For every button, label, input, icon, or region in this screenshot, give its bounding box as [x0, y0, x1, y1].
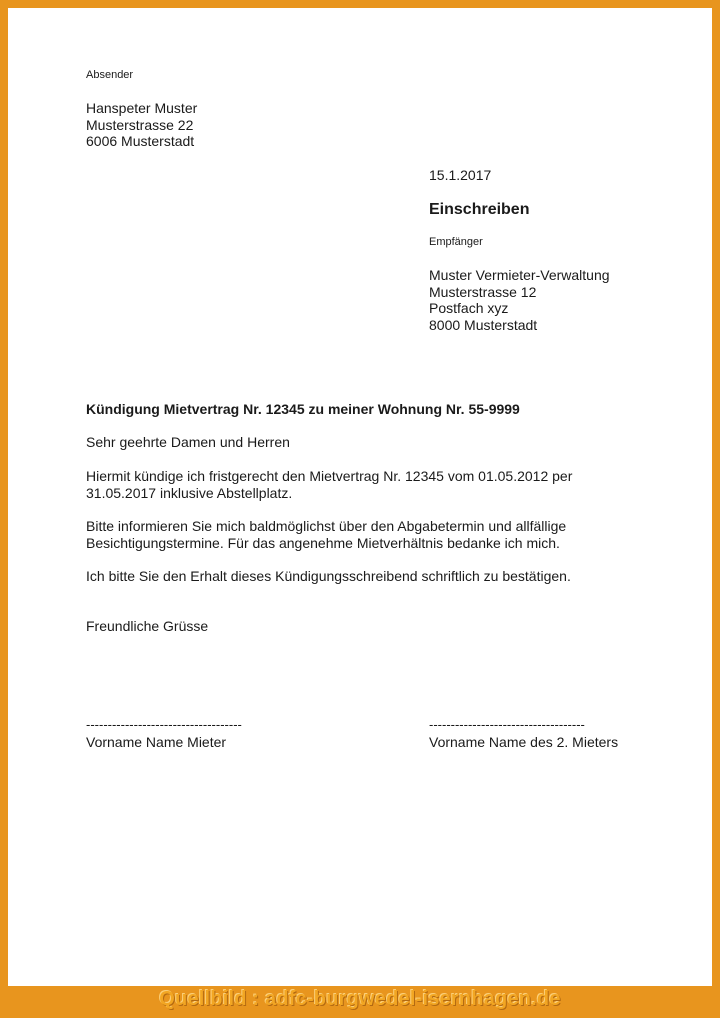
delivery-type: Einschreiben [429, 201, 530, 218]
signature-line-tenant1: ------------------------------------ [86, 717, 242, 732]
signature-line-tenant2: ------------------------------------ [429, 717, 585, 732]
letter-date: 15.1.2017 [429, 167, 492, 183]
recipient-address [429, 267, 610, 333]
letter-page [8, 8, 712, 986]
paragraph-line: Besichtigungstermine. Für das angenehme Mietverhältnis bedanke ich mich. [86, 534, 560, 551]
source-watermark: Quellbild : adfc-burgwedel-isernhagen.de [159, 988, 561, 1010]
subject-line: Kündigung Mietvertrag Nr. 12345 zu meiner Wohnung Nr. 55-9999 [86, 401, 520, 417]
closing: Freundliche Grüsse [86, 618, 209, 634]
recipient-line: Muster Vermieter-Verwaltung [429, 267, 610, 283]
sender-name: Hanspeter Muster [86, 100, 198, 116]
sender-label: Absender [86, 69, 134, 81]
paragraph-line: 31.05.2017 inklusive Abstellplatz. [86, 484, 293, 501]
sender-city: 6006 Musterstadt [86, 133, 195, 149]
sender-address [86, 100, 197, 150]
sender-street: Musterstrasse 22 [86, 116, 194, 133]
paragraph-2 [86, 518, 566, 551]
salutation: Sehr geehrte Damen und Herren [86, 434, 290, 450]
recipient-label: Empfänger [429, 236, 483, 248]
paragraph-3 [86, 568, 571, 585]
recipient-line: Postfach xyz [429, 300, 509, 316]
recipient-line: Musterstrasse 12 [429, 283, 537, 300]
paragraph-1 [86, 468, 572, 501]
paragraph-line: Hiermit kündige ich fristgerecht den Mietvertrag Nr. 12345 vom 01.05.2012 per [86, 468, 573, 484]
signature-name-tenant2: Vorname Name des 2. Mieters [429, 734, 619, 750]
paragraph-line: Ich bitte Sie den Erhalt dieses Kündigungsschreibend schriftlich zu bestätigen. [86, 568, 571, 584]
signature-name-tenant1: Vorname Name Mieter [86, 734, 227, 750]
recipient-line: 8000 Musterstadt [429, 316, 538, 333]
paragraph-line: Bitte informieren Sie mich baldmöglichst über den Abgabetermin und allfällige [86, 518, 567, 534]
